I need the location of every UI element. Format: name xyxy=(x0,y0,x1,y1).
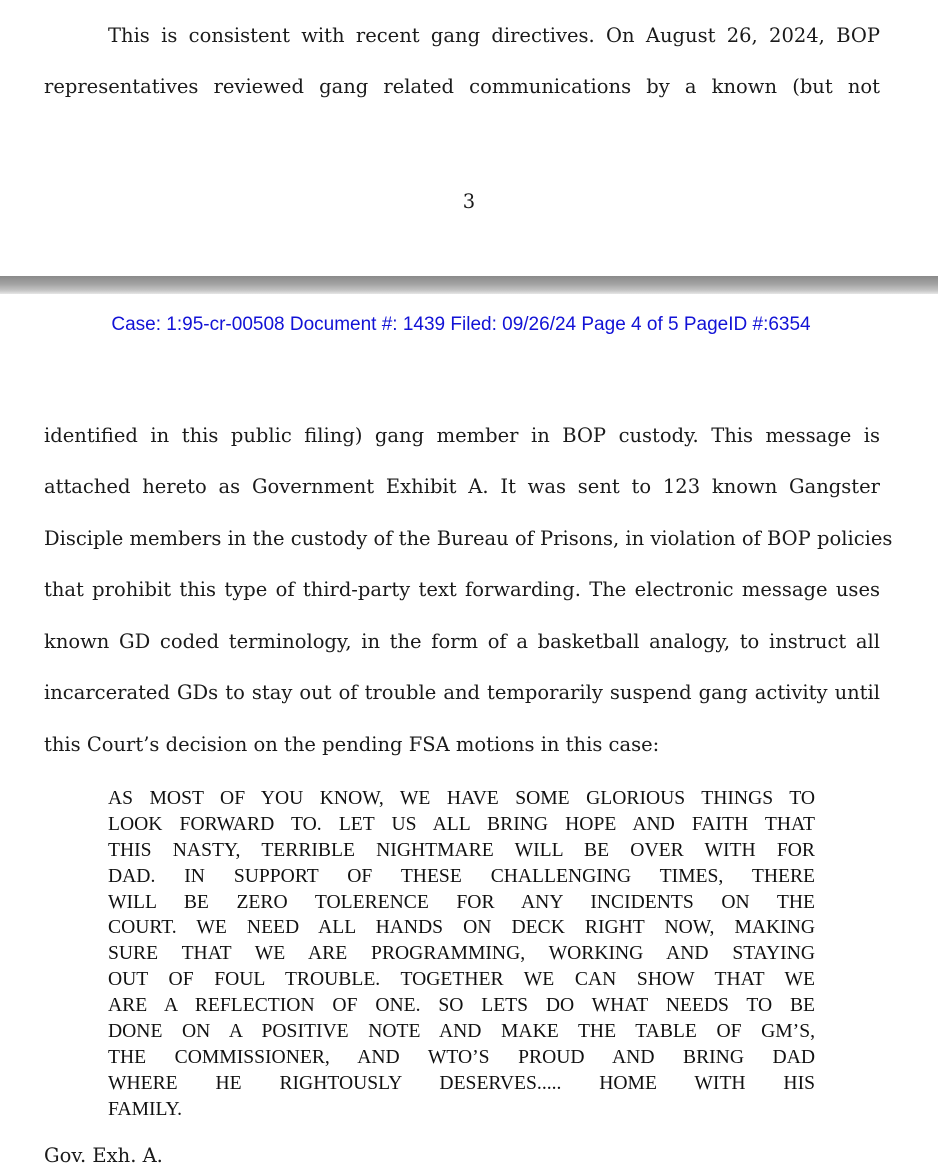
paragraph-line: Disciple members in the custody of the Bureau of Prisons, in violation of BOP policies xyxy=(44,527,893,550)
quote-line: DAD. IN SUPPORT OF THESE CHALLENGING TIMES, THERE xyxy=(108,865,815,887)
case-header: Case: 1:95-cr-00508 Document #: 1439 Filed: 09/26/24 Page 4 of 5 PageID #:6354 xyxy=(111,314,811,335)
paragraph-line: representatives reviewed gang related communications by a known (but not xyxy=(44,75,880,98)
paragraph-line: that prohibit this type of third-party text forwarding. The electronic message uses xyxy=(44,578,880,601)
paragraph-line: This is consistent with recent gang directives. On August 26, 2024, BOP xyxy=(108,24,880,47)
page-number: 3 xyxy=(462,190,476,213)
quote-line: DONE ON A POSITIVE NOTE AND MAKE THE TABLE OF GM’S, xyxy=(108,1021,815,1043)
quote-line: WILL BE ZERO TOLERENCE FOR ANY INCIDENTS ON THE xyxy=(108,891,815,913)
quote-line: THE COMMISSIONER, AND WTO’S PROUD AND BRING DAD xyxy=(108,1046,815,1068)
quote-line: FAMILY. xyxy=(108,1098,183,1120)
quote-line: LOOK FORWARD TO. LET US ALL BRING HOPE AND FAITH THAT xyxy=(108,813,815,835)
paragraph-line: incarcerated GDs to stay out of trouble and temporarily suspend gang activity until xyxy=(44,681,880,704)
quote-line: SURE THAT WE ARE PROGRAMMING, WORKING AND STAYING xyxy=(108,943,815,965)
quote-line: AS MOST OF YOU KNOW, WE HAVE SOME GLORIOUS THINGS TO xyxy=(108,788,815,809)
quote-line: OUT OF FOUL TROUBLE. TOGETHER WE CAN SHOW THAT WE xyxy=(108,969,815,991)
quote-line: WHERE HE RIGHTOUSLY DESERVES..... HOME WITH HIS xyxy=(108,1072,815,1094)
block-quote xyxy=(108,786,815,1123)
exhibit-label: Gov. Exh. A. xyxy=(44,1144,163,1167)
paragraph-line: this Court’s decision on the pending FSA motions in this case: xyxy=(44,733,660,756)
previous-page-bottom xyxy=(0,0,938,276)
page-separator xyxy=(0,276,938,294)
quote-line: THIS NASTY, TERRIBLE NIGHTMARE WILL BE OVER WITH FOR xyxy=(108,839,815,861)
paragraph-line: identified in this public filing) gang member in BOP custody. This message is xyxy=(44,424,880,447)
paragraph-line: attached hereto as Government Exhibit A. It was sent to 123 known Gangster xyxy=(44,475,880,498)
quote-line: COURT. WE NEED ALL HANDS ON DECK RIGHT NOW, MAKING xyxy=(108,917,815,939)
paragraph-line: known GD coded terminology, in the form of a basketball analogy, to instruct all xyxy=(44,630,880,653)
quote-line: ARE A REFLECTION OF ONE. SO LETS DO WHAT NEEDS TO BE xyxy=(108,995,815,1017)
